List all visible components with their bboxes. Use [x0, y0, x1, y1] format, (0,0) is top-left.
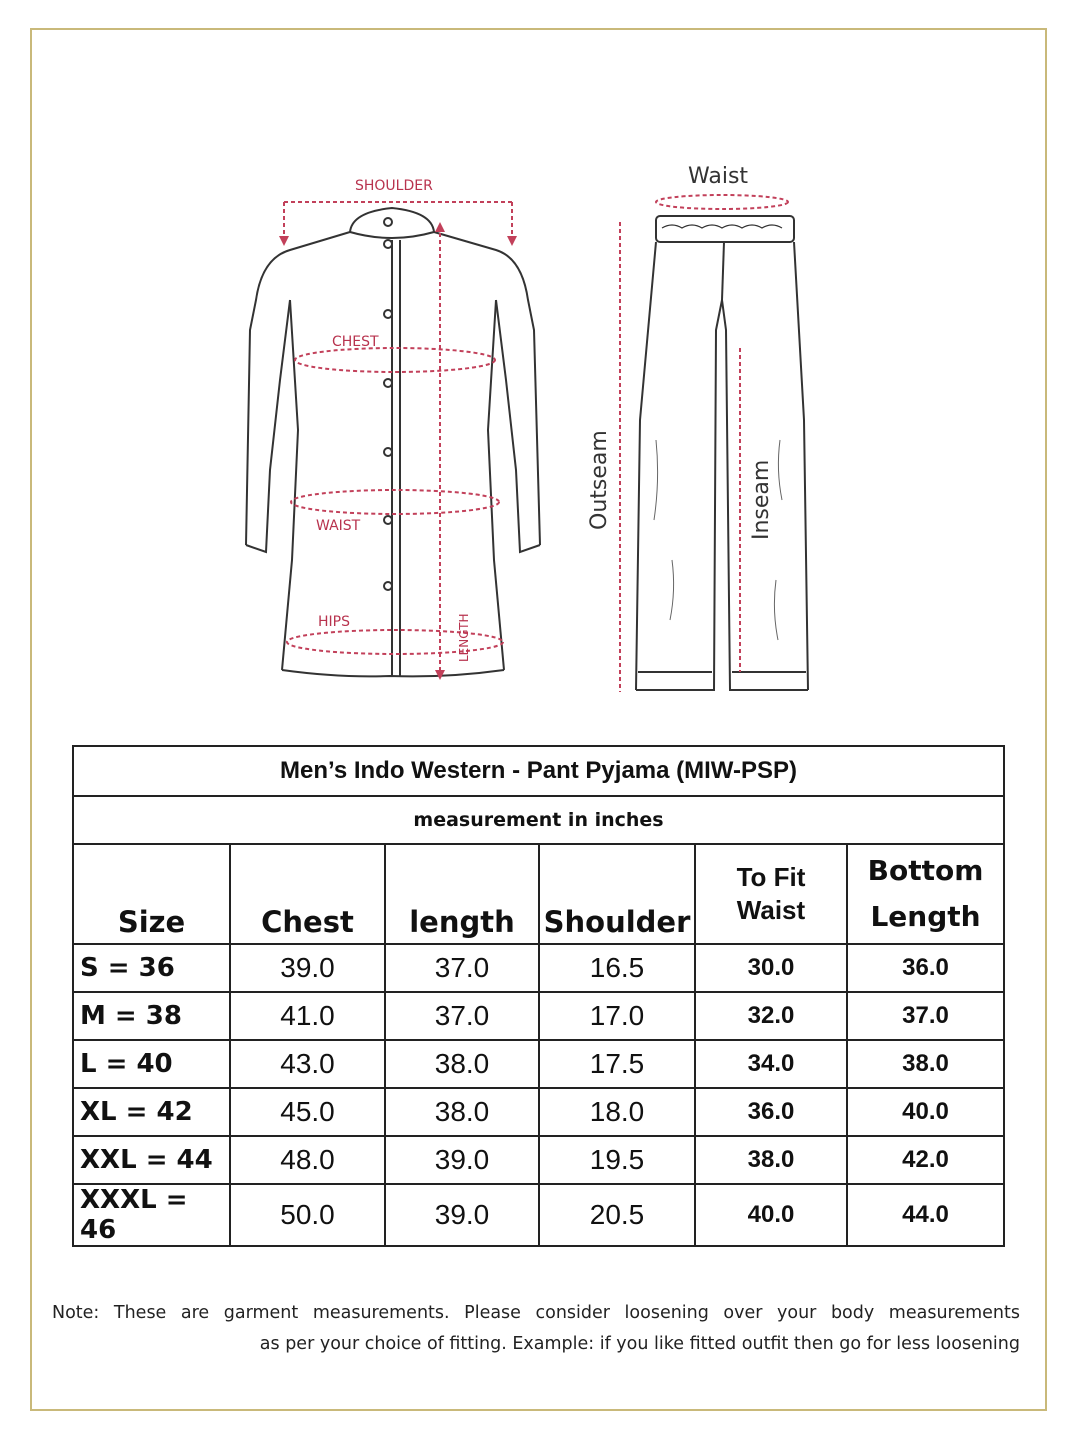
table-row	[73, 1136, 1004, 1184]
kurta-measure-lines	[284, 202, 512, 676]
waist-cell: 38.0	[695, 1136, 847, 1184]
header-waist-line1: To Fit	[736, 862, 806, 892]
length-cell: 39.0	[385, 1184, 539, 1246]
header-waist	[695, 844, 847, 944]
length-cell: 37.0	[385, 944, 539, 992]
table-row	[73, 992, 1004, 1040]
length-cell: 38.0	[385, 1088, 539, 1136]
header-bottom-line2: Length	[870, 900, 981, 933]
chest-cell: 45.0	[230, 1088, 385, 1136]
size-cell: XL = 42	[73, 1088, 230, 1136]
size-cell: S = 36	[73, 944, 230, 992]
length-label: LENGTH	[457, 613, 471, 662]
table-row	[73, 1088, 1004, 1136]
bottom-length-cell: 40.0	[847, 1088, 1004, 1136]
note-line-2: as per your choice of fitting. Example: if you like fitted outfit then go for less loosening	[259, 1334, 1020, 1354]
table-row	[73, 1184, 1004, 1246]
size-cell: XXL = 44	[73, 1136, 230, 1184]
length-cell: 37.0	[385, 992, 539, 1040]
outseam-label: Outseam	[587, 430, 612, 530]
header-bottom-length	[847, 844, 1004, 944]
size-cell: L = 40	[73, 1040, 230, 1088]
header-waist-line2: Waist	[736, 895, 806, 925]
kurta-arrow-heads	[279, 222, 517, 680]
header-chest: Chest	[230, 844, 385, 944]
length-cell: 39.0	[385, 1136, 539, 1184]
waist-cell: 30.0	[695, 944, 847, 992]
size-cell: XXXL = 46	[73, 1184, 230, 1246]
header-size: Size	[73, 844, 230, 944]
header-shoulder: Shoulder	[539, 844, 695, 944]
shoulder-cell: 17.5	[539, 1040, 695, 1088]
table-header-row	[73, 844, 1004, 944]
table-title: Men’s Indo Western - Pant Pyjama (MIW-PSP)	[73, 746, 1004, 796]
chest-cell: 43.0	[230, 1040, 385, 1088]
hips-label: HIPS	[318, 614, 350, 630]
waist-cell: 32.0	[695, 992, 847, 1040]
pant-illustration	[636, 216, 808, 690]
shoulder-label: SHOULDER	[355, 178, 433, 194]
inseam-label: Inseam	[749, 459, 774, 540]
chest-cell: 41.0	[230, 992, 385, 1040]
pant-waist-label: Waist	[688, 164, 749, 189]
bottom-length-cell: 36.0	[847, 944, 1004, 992]
bottom-length-cell: 38.0	[847, 1040, 1004, 1088]
size-cell: M = 38	[73, 992, 230, 1040]
chest-cell: 48.0	[230, 1136, 385, 1184]
shoulder-cell: 19.5	[539, 1136, 695, 1184]
chest-cell: 50.0	[230, 1184, 385, 1246]
shoulder-cell: 16.5	[539, 944, 695, 992]
table-row	[73, 944, 1004, 992]
bottom-length-cell: 42.0	[847, 1136, 1004, 1184]
table-row	[73, 1040, 1004, 1088]
length-cell: 38.0	[385, 1040, 539, 1088]
size-chart-table	[72, 745, 1005, 1247]
header-length: length	[385, 844, 539, 944]
bottom-length-cell: 37.0	[847, 992, 1004, 1040]
chest-label: CHEST	[332, 334, 379, 350]
header-bottom-line1: Bottom	[867, 854, 984, 887]
pant-measure-lines	[620, 195, 788, 692]
note-line-1: Note: These are garment measurements. Please consider loosening over your body measurements	[52, 1303, 1020, 1323]
shoulder-cell: 18.0	[539, 1088, 695, 1136]
waist-cell: 40.0	[695, 1184, 847, 1246]
shoulder-cell: 17.0	[539, 992, 695, 1040]
kurta-illustration	[246, 208, 540, 676]
table-subtitle: measurement in inches	[73, 796, 1004, 844]
shoulder-cell: 20.5	[539, 1184, 695, 1246]
waist-cell: 36.0	[695, 1088, 847, 1136]
waist-label: WAIST	[316, 518, 361, 534]
waist-cell: 34.0	[695, 1040, 847, 1088]
bottom-length-cell: 44.0	[847, 1184, 1004, 1246]
chest-cell: 39.0	[230, 944, 385, 992]
kurta-buttons	[384, 218, 392, 590]
